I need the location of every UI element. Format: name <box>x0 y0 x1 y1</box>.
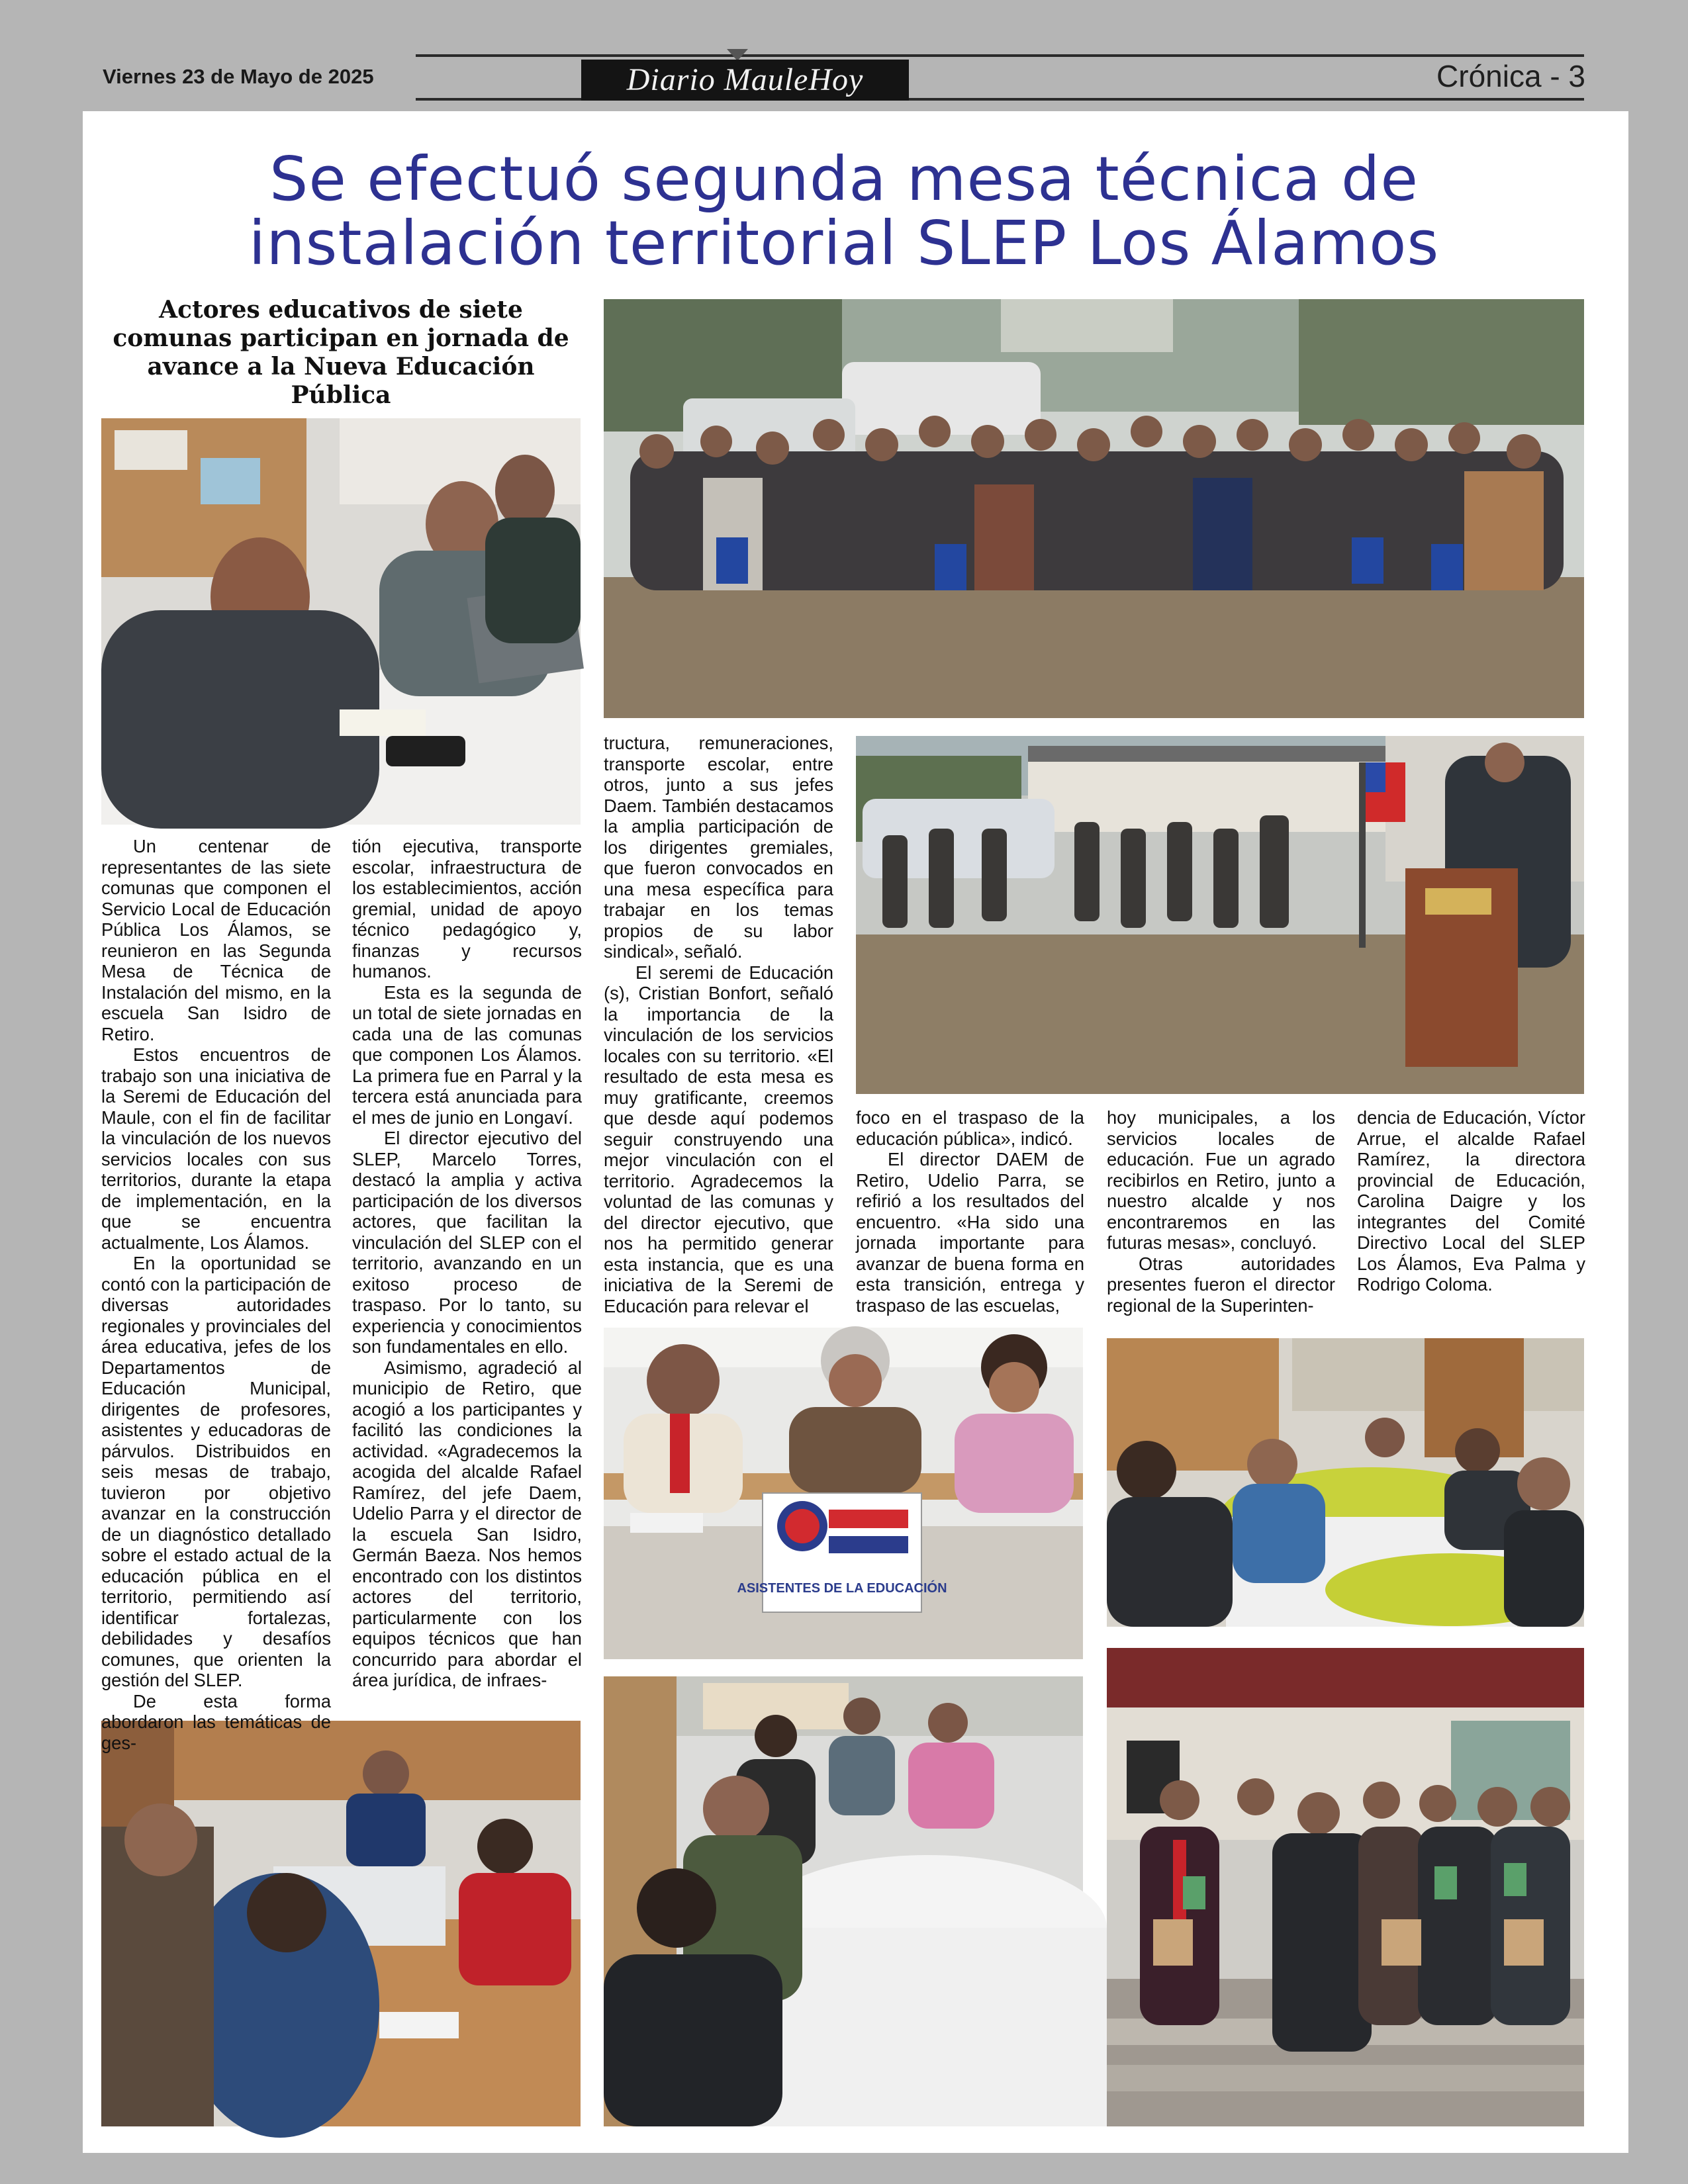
photo-meeting-laptop <box>101 418 581 825</box>
paragraph: tructura, remuneraciones, transporte escolar, entre otros, junto a sus jefes Daem. También destacamos la amplia participación de los dirigentes gremiales, que fueron convocados en una mesa específica para trabajar en los temas propios de su labor sindical», señaló. <box>604 733 833 962</box>
paragraph: dencia de Educación, Víctor Arrue, el alcalde Rafael Ramírez, la directora provincial de Educación, Carolina Daigre y los integrantes del Comité Directivo Local del SLEP Los Álamos, Eva Palma y Rodrigo Coloma. <box>1357 1107 1585 1295</box>
photo-round-table <box>604 1676 1083 2126</box>
paragraph: El seremi de Educación (s), Cristian Bonfort, señaló la importancia de la vinculación de los servicios locales con su territorio. «El resultado de esta mesa es muy gratificante, creemos que desde aquí podemos seguir construyendo una mejor vinculación con el territorio. Agradecemos la voluntad de las comunas y del director ejecutivo, que nos ha permitido generar esta instancia, que es una iniciativa de la Seremi de Educación para relevar el <box>604 962 833 1316</box>
photo-speaker-podium <box>856 736 1584 1094</box>
article-column-4 <box>856 1107 1084 1319</box>
article-column-3 <box>604 733 833 1318</box>
paragraph: Un centenar de representantes de las siete comunas que componen el Servicio Local de Educación Pública Los Álamos, se reunieron en las Segunda Mesa de Técnica de Instalación del mismo, en la escuela San Isidro de Retiro. <box>101 836 331 1044</box>
banner-text: ASISTENTES DE LA EDUCACIÓN <box>737 1581 947 1596</box>
article-column-1 <box>101 836 331 1753</box>
paragraph: De esta forma abordaron las temáticas de ges- <box>101 1690 331 1753</box>
photo-table-meeting <box>101 1721 581 2126</box>
subheadline: Actores educativos de siete comunas participan en jornada de avance a la Nueva Educación Pública <box>113 296 569 409</box>
headline <box>99 144 1589 279</box>
article-column-5 <box>1107 1107 1335 1319</box>
article-column-2 <box>352 836 582 1711</box>
photo-yellow-table <box>1107 1338 1584 1627</box>
paragraph: Otras autoridades presentes fueron el director regional de la Superinten- <box>1107 1253 1335 1316</box>
paragraph: En la oportunidad se contó con la participación de diversas autoridades regionales y provinciales del área educativa, jefes de los Departamentos de Educación Municipal, dirigentes de profesores, asistentes y educadoras de párvulos. Distribuidos en seis mesas de trabajo, tuvieron por objetivo avanzar en la construcción de un diagnóstico detallado sobre el estado actual de la educación pública en el territorio, permitiendo así identificar fortalezas, debilidades y desafíos comunes, que orienten la gestión del SLEP. <box>101 1253 331 1690</box>
masthead-rule-top <box>416 54 1584 57</box>
paragraph: foco en el traspaso de la educación pública», indicó. <box>856 1107 1084 1149</box>
paragraph: Asimismo, agradeció al municipio de Retiro, que acogió a los participantes y facilitó las condiciones la actividad. «Agradecemos la acogida del alcalde Rafael Ramírez, del jefe Daem, Udelio Parra y el director de la escuela San Isidro, Germán Baeza. Nos hemos encontrado con los distintos actores del territorio, particularmente con los equipos técnicos que han concurrido para abordar el área jurídica, de infraes- <box>352 1357 582 1690</box>
article-column-6 <box>1357 1107 1585 1319</box>
masthead-logo: Diario MauleHoy <box>581 60 909 101</box>
paragraph: tión ejecutiva, transporte escolar, infraestructura de los establecimientos, acción gremial, unidad de apoyo técnico pedagógico y, finanzas y recursos humanos. <box>352 836 582 981</box>
paragraph: Estos encuentros de trabajo son una iniciativa de la Seremi de Educación del Maule, con el fin de facilitar la vinculación de los nuevos servicios locales con sus territorios, durante la etapa de implementación, en la que se encuentra actualmente, Los Álamos. <box>101 1044 331 1253</box>
issue-date: Viernes 23 de Mayo de 2025 <box>103 65 374 88</box>
headline-line-1: Se efectuó segunda mesa técnica de <box>269 144 1419 214</box>
paragraph: El director DAEM de Retiro, Udelio Parra, se refirió a los resultados del encuentro. «Ha sido una jornada importante para avanzar de buena forma en esta transición, entrega y traspaso de las escuelas, <box>856 1149 1084 1316</box>
photo-union-table <box>604 1328 1083 1659</box>
paragraph: hoy municipales, a los servicios locales de educación. Fue un agrado recibirlos en Retiro, junto a nuestro alcalde y nos encontraremos en las futuras mesas», concluyó. <box>1107 1107 1335 1253</box>
photo-group-building <box>1107 1648 1584 2126</box>
headline-line-2: instalación territorial SLEP Los Álamos <box>248 208 1440 279</box>
photo-group <box>604 299 1584 718</box>
paragraph: El director ejecutivo del SLEP, Marcelo Torres, destacó la amplia y activa participación de los diversos actores, que facilitan la vinculación del SLEP con el territorio, avanzando en un exitoso proceso de traspaso. Por lo tanto, su experiencia y conocimientos son fundamentales en ello. <box>352 1128 582 1357</box>
paragraph: Esta es la segunda de un total de siete jornadas en cada una de las comunas que componen Los Álamos. La primera fue en Parral y la tercera está anunciada para el mes de junio en Longaví. <box>352 981 582 1128</box>
section-page-label: Crónica - 3 <box>1436 59 1585 93</box>
